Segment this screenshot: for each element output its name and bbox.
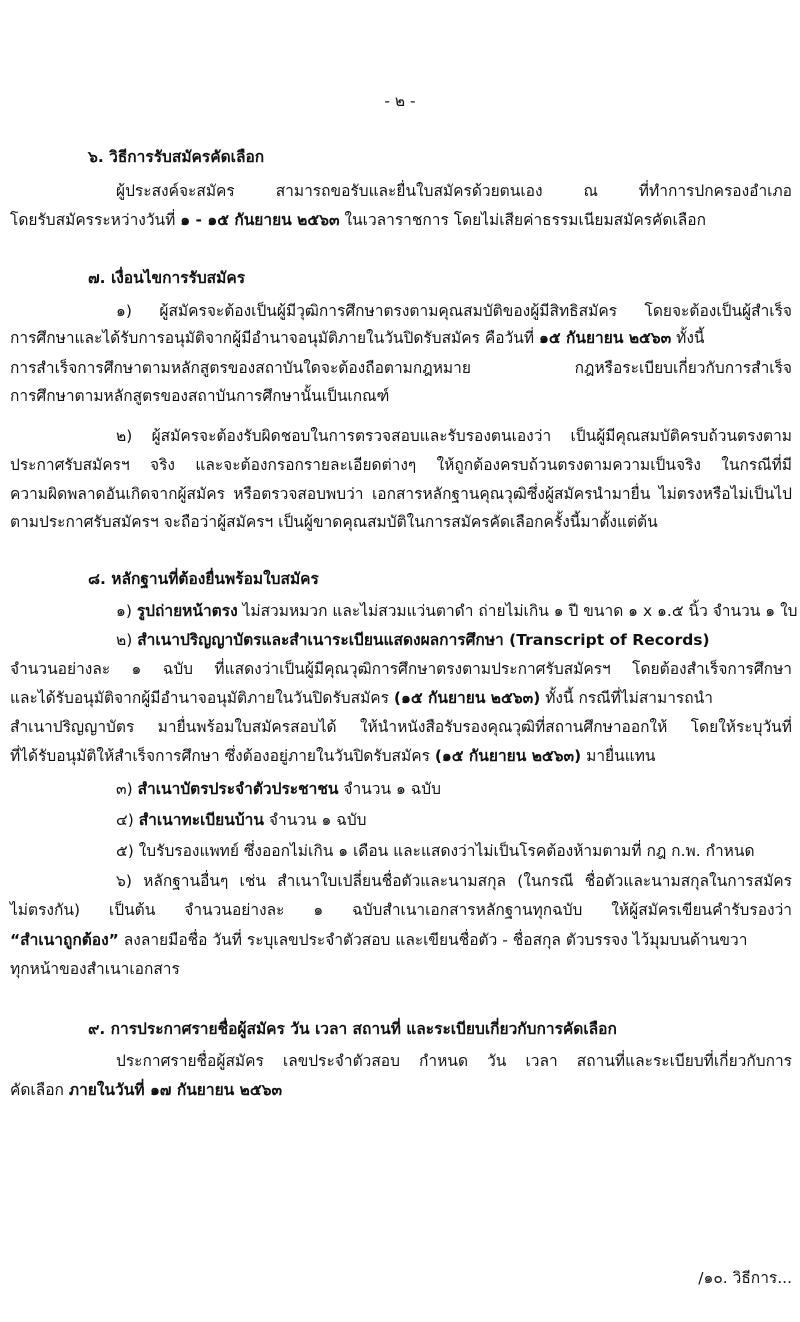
section-6-line-1: ผู้ประสงค์จะสมัคร สามารถขอรับและยื่นใบสมัครด้วยตนเอง ณ ที่ทำการปกครองอำเภอ [116,182,792,200]
announcement-date: ภายในวันที่ ๑๗ กันยายน ๒๕๖๓ [68,1081,283,1099]
section-8-item-6-line-4: ทุกหน้าของสำเนาเอกสาร [10,960,180,978]
continuation-note: /๑๐. วิธีการ... [698,1269,792,1287]
section-7-p1-line-4: การศึกษาตามหลักสูตรของสถาบันการศึกษานั้นเป็นเกณฑ์ [10,387,390,405]
item-title: รูปถ่ายหน้าตรง [136,602,238,620]
section-7-p2-line-3: ความผิดพลาดอันเกิดจากผู้สมัคร หรือตรวจสอบพบว่า เอกสารหลักฐานคุณวุฒิซึ่งผู้สมัครนำมายื่น ไม่ตรงหรือไม่เป็นไป [10,485,792,503]
page-number: - ๒ - [384,92,416,110]
text: ลงลายมือชื่อ วันที่ ระบุเลขประจำตัวสอบ และเขียนชื่อตัว - ชื่อสกุล ตัวบรรจง ไว้มุมบนด้านขวา [118,931,748,949]
section-6-heading: ๖. วิธีการรับสมัครคัดเลือก [88,148,265,166]
text: ที่ได้รับอนุมัติให้สำเร็จการศึกษา ซึ่งต้องอยู่ภายในวันปิดรับสมัคร [10,747,435,765]
section-7-p2-line-4: ตามประกาศรับสมัครฯ จะถือว่าผู้สมัครฯ เป็นผู้ขาดคุณสมบัติในการสมัครคัดเลือกครั้งนี้มาตั้งแต่ต้น [10,513,658,531]
text: มายื่นแทน [581,747,656,765]
section-7-heading: ๗. เงื่อนไขการรับสมัคร [88,269,246,287]
text: จำนวน ๑ ฉบับ [263,811,367,829]
section-7-p2-line-1: ๒) ผู้สมัครจะต้องรับผิดชอบในการตรวจสอบและรับรองตนเองว่า เป็นผู้มีคุณสมบัติครบถ้วนตรงตาม [116,427,792,445]
text: จำนวน ๑ ฉบับ [338,780,441,798]
certified-copy-phrase: “สำเนาถูกต้อง” [10,931,119,949]
item-title: สำเนาบัตรประจำตัวประชาชน [137,780,339,798]
section-8-item-2-line-4: สำเนาปริญญาบัตร มายื่นพร้อมใบสมัครสอบได้ ให้นำหนังสือรับรองคุณวุฒิที่สถานศึกษาออกให้ โดยให้ระบุวันที่ [10,718,792,736]
section-8-item-6-line-2: ไม่ตรงกัน) เป็นต้น จำนวนอย่างละ ๑ ฉบับสำเนาเอกสารหลักฐานทุกฉบับ ให้ผู้สมัครเขียนคำรับรองว่า [10,901,792,919]
text: ๑) [116,602,137,620]
date-range: ๑ - ๑๕ กันยายน ๒๕๖๓ [180,211,340,229]
text: และได้รับอนุมัติจากผู้มีอำนาจอนุมัติภายในวันปิดรับสมัคร [10,689,394,707]
section-8-item-2-line-2: จำนวนอย่างละ ๑ ฉบับ ที่แสดงว่าเป็นผู้มีคุณวุฒิการศึกษาตรงตามประกาศรับสมัครฯ โดยต้องสำเร็จการศึกษา [10,660,792,678]
closing-date: ๑๕ กันยายน ๒๕๖๓ [539,329,672,347]
section-9-line-2 [10,1079,282,1101]
text: ทั้งนี้ กรณีที่ไม่สามารถนำ [540,689,713,707]
text: การศึกษาและได้รับการอนุมัติจากผู้มีอำนาจอนุมัติภายในวันปิดรับสมัคร คือวันที่ [10,329,540,347]
section-8-item-1 [116,600,797,622]
section-8-item-3 [116,778,441,800]
text: ไม่สวมหมวก และไม่สวมแว่นตาดำ ถ่ายไม่เกิน ๑ ปี ขนาด ๑ x ๑.๕ นิ้ว จำนวน ๑ ใบ [237,602,798,620]
section-9-line-1: ประกาศรายชื่อผู้สมัคร เลขประจำตัวสอบ กำหนด วัน เวลา สถานที่และระเบียบที่เกี่ยวกับการ [116,1052,792,1070]
section-7-p1-line-1: ๑) ผู้สมัครจะต้องเป็นผู้มีวุฒิการศึกษาตรงตามคุณสมบัติของผู้มีสิทธิสมัคร โดยจะต้องเป็นผู้สำเร็จ [116,302,792,320]
text: โดยรับสมัครระหว่างวันที่ [10,211,181,229]
text: ทั้งนี้ [671,329,705,347]
section-6-line-2 [10,209,706,231]
closing-date: (๑๕ กันยายน ๒๕๖๓) [393,689,541,707]
section-8-item-2 [116,629,710,651]
text: ๔) [116,811,139,829]
section-8-heading: ๘. หลักฐานที่ต้องยื่นพร้อมใบสมัคร [88,570,319,588]
text: ในเวลาราชการ โดยไม่เสียค่าธรรมเนียมสมัครคัดเลือก [339,211,706,229]
item-title: สำเนาทะเบียนบ้าน [138,811,264,829]
section-8-item-4 [116,809,367,831]
section-8-item-2-line-3 [10,687,713,709]
text: ๓) [116,780,138,798]
section-8-item-6-line-1: ๖) หลักฐานอื่นๆ เช่น สำเนาใบเปลี่ยนชื่อตัวและนามสกุล (ในกรณี ชื่อตัวและนามสกุลในการสมัคร [116,872,792,890]
section-8-item-2-line-5 [10,745,656,767]
section-8-item-6-line-3 [10,929,747,951]
closing-date: (๑๕ กันยายน ๒๕๖๓) [434,747,582,765]
section-7-p1-line-3: การสำเร็จการศึกษาตามหลักสูตรของสถาบันใดจะต้องถือตามกฎหมาย กฎหรือระเบียบเกี่ยวกับการสำเร็จ [10,359,792,377]
section-7-p1-line-2 [10,327,705,349]
item-title: สำเนาปริญญาบัตรและสำเนาระเบียนแสดงผลการศึกษา (Transcript of Records) [137,631,710,649]
section-8-item-5: ๕) ใบรับรองแพทย์ ซึ่งออกไม่เกิน ๑ เดือน และแสดงว่าไม่เป็นโรคต้องห้ามตามที่ กฎ ก.พ. กำหนด [116,842,755,860]
text: ๒) [116,631,138,649]
section-9-heading: ๙. การประกาศรายชื่อผู้สมัคร วัน เวลา สถานที่ และระเบียบเกี่ยวกับการคัดเลือก [88,1020,617,1038]
text: คัดเลือก [10,1081,69,1099]
section-7-p2-line-2: ประกาศรับสมัครฯ จริง และจะต้องกรอกรายละเอียดต่างๆ ให้ถูกต้องครบถ้วนตรงตามความเป็นจริง ในกรณีที่มี [10,456,792,474]
